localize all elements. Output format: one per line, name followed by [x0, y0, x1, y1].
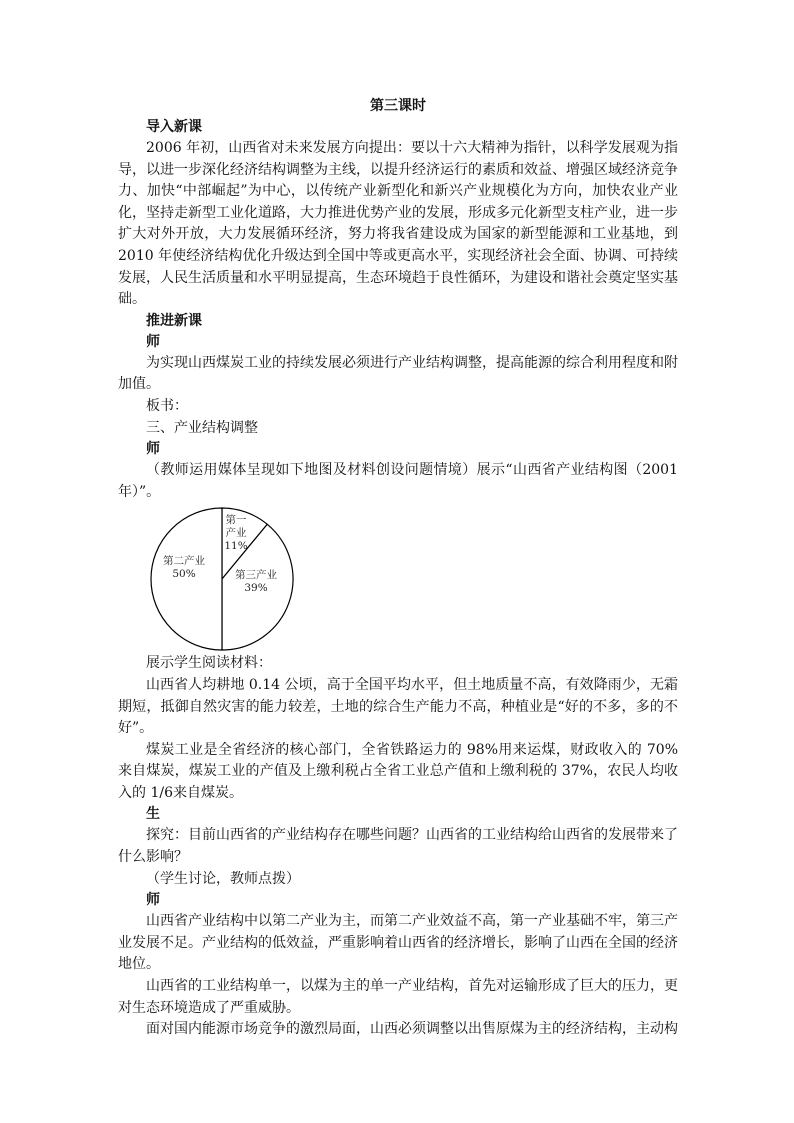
- pie-chart: [148, 505, 308, 653]
- paragraph: 为实现山西煤炭工业的持续发展必须进行产业结构调整，提高能源的综合利用程度和附加值。: [118, 354, 678, 393]
- pie-label-3: 50%: [172, 568, 196, 581]
- board-item: 三、产业结构调整: [146, 419, 258, 436]
- pie-label-1: 第一: [225, 514, 247, 527]
- paragraph: 展示学生阅读材料：: [146, 655, 272, 672]
- pie-label-2: 39%: [244, 582, 268, 595]
- pie-label-1: 产业: [225, 527, 247, 540]
- board-label: 板书：: [146, 397, 188, 414]
- intro-paragraph: 2006 年初，山西省对未来发展方向提出：要以十六大精神为指针，以科学发展观为指导，以进一步深化经济结构调整为主线，以提升经济运行的素质和效益、增强区域经济竞争力、加快“中部崛起”为中心，以传统产业新型化和新兴产业规模化为方向，加快农业产业化，坚持走新型工业化道路，大力推进优势产业的发展，形成多元化新型支柱产业，进一步扩大对外开放，大力发展循环经济，努力将我省建设成为国家的新型能源和工业基地，到 2010 年使经济结构优化升级达到全国中等或更高水平，实现经济社会全面、协调、可持续发展，人民生活质量和水平明显提高，生态环境趋于良性循环，为建设和谐社会奠定坚实基础。: [118, 140, 678, 308]
- paragraph: （教师运用媒体呈现如下地图及材料创设问题情境）展示“山西省产业结构图（2001年）”。: [118, 462, 678, 500]
- paragraph: 面对国内能源市场竞争的激烈局面，山西必须调整以出售原煤为主的经济结构，主动构: [146, 1021, 678, 1038]
- pie-label-2: 第三产业: [235, 569, 277, 582]
- pie-label-3: 第二产业: [163, 555, 205, 568]
- document-page: [118, 96, 678, 1041]
- speaker-teacher: 师: [146, 441, 160, 458]
- section-heading-new: 推进新课: [146, 312, 202, 329]
- speaker-student: 生: [146, 806, 160, 823]
- section-heading-intro: 导入新课: [146, 119, 202, 135]
- speaker-teacher: 师: [146, 892, 160, 909]
- pie-label-1: 11%: [224, 540, 248, 553]
- paragraph: 山西省的工业结构单一，以煤为主的单一产业结构，首先对运输形成了巨大的压力，更对生态环境造成了严重威胁。: [118, 978, 678, 1016]
- paragraph: 探究：目前山西省的产业结构存在哪些问题？山西省的工业结构给山西省的发展带来了什么影响？: [118, 827, 678, 866]
- paragraph: 山西省产业结构中以第二产业为主，而第二产业效益不高，第一产业基础不牢，第三产业发展不足。产业结构的低效益，严重影响着山西省的经济增长，影响了山西在全国的经济地位。: [118, 913, 678, 973]
- paragraph: （学生讨论，教师点拨）: [146, 870, 300, 887]
- paragraph: 山西省人均耕地 0.14 公顷，高于全国平均水平，但土地质量不高，有效降雨少，无霜期短，抵御自然灾害的能力较差，土地的综合生产能力不高，种植业是“好的不多，多的不好”。: [118, 676, 678, 737]
- speaker-teacher: 师: [146, 333, 160, 350]
- page-title: 第三课时: [370, 98, 426, 114]
- paragraph: 煤炭工业是全省经济的核心部门，全省铁路运力的 98%用来运煤，财政收入的 70%来自煤炭，煤炭工业的产值及上缴利税占全省工业总产值和上缴利税的 37%，农民人均收入的 1/6来自煤炭。: [118, 741, 678, 801]
